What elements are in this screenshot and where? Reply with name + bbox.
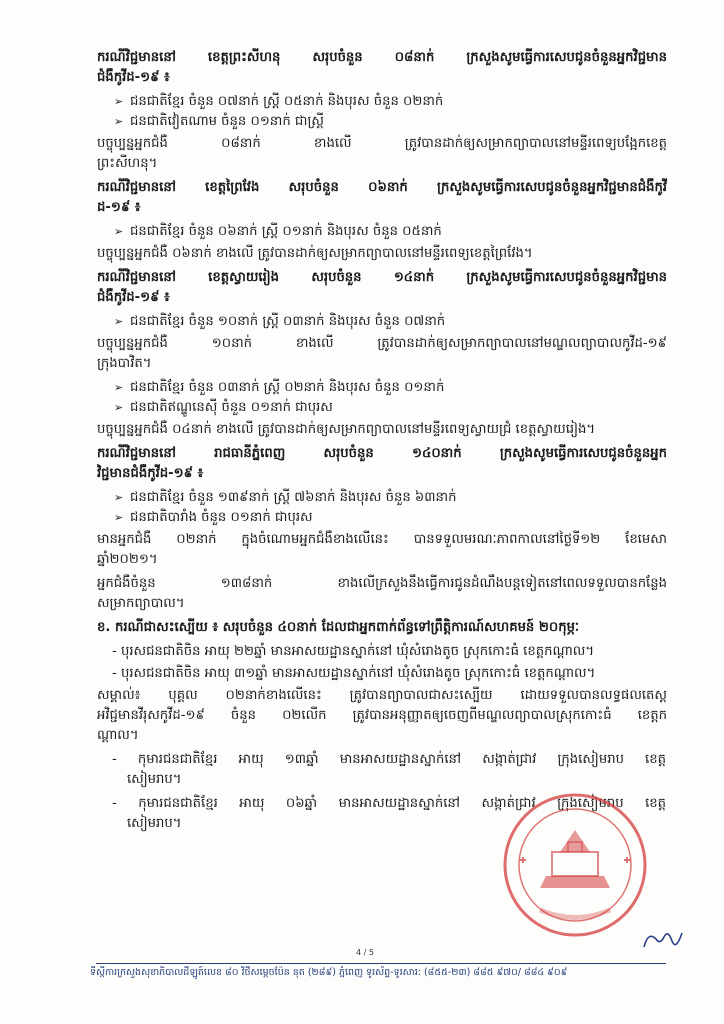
bullet-line	[114, 312, 667, 332]
arrow-bullet-icon: ➢	[114, 115, 124, 128]
line-text: ឆ្នាំ២០២១។	[97, 552, 158, 567]
line-text: ជនជាតិវៀតណាម ចំនួន ០១នាក់ ជាស្ត្រី	[130, 114, 324, 129]
line-text: ករណីវិជ្ជមាននៅ ខេត្តព្រៃវែង សរុបចំនួន ០៦នាក់ ក្រសួងសូមធ្វើការសេបជូនចំនួនអ្នកវិជ្ជមានជំងឺកូវី	[97, 180, 667, 195]
line-text: សម្រាកព្យាបាល។	[97, 596, 185, 611]
text-line	[97, 134, 667, 154]
text-line	[97, 618, 667, 638]
line-text: ជំងឺកូវីដ-១៩ ៖	[97, 290, 170, 305]
line-text: ករណីវិជ្ជមាននៅ ខេត្តស្វាយរៀង សរុបចំនួន ១៤នាក់ ក្រសួងសូមធ្វើការសេបជូនចំនួនអ្នកវិជ្ជមាន	[97, 270, 667, 285]
bullet-line	[114, 112, 667, 132]
line-text: ជនជាតិខ្មែរ ចំនួន ០៦នាក់ ស្ត្រី ០១នាក់ និងបុរស ចំនួន ០៥នាក់	[130, 224, 442, 239]
line-text: ក្រុងបាវិត។	[97, 356, 152, 371]
text-line	[97, 420, 667, 440]
arrow-bullet-icon: ➢	[114, 95, 124, 108]
line-text: បច្ចុប្បន្នអ្នកជំងឺ ០៨នាក់ ខាងលើ ត្រូវបានដាក់ឲ្យសម្រាកព្យាបាលនៅមន្ទីរពេទ្យបង្អែកខេត្ត	[97, 136, 667, 151]
line-text: - កុមារជនជាតិខ្មែរ អាយុ ០៦ឆ្នាំ មានអាសយដ្ឋានស្នាក់នៅ សង្កាត់ជ្រាវ ក្រុងសៀមរាប ខេត្ត	[112, 796, 666, 811]
text-line	[97, 178, 667, 198]
arrow-bullet-icon: ➢	[114, 315, 124, 328]
line-text: អ្នកជំងឺចំនួន ១៣៨នាក់ ខាងលើក្រសួងនឹងធ្វើការជូនដំណឹងបន្តទៀតនៅពេលទទួលបានកន្លែង	[97, 576, 667, 591]
page-number: 4 / 5	[356, 948, 374, 957]
arrow-bullet-icon: ➢	[114, 381, 124, 394]
text-line	[112, 642, 667, 662]
line-text: សម្គាល់៖ បុគ្គល ០២នាក់ខាងលើនេះ ត្រូវបានព្យាបាលជាសះស្បើយ ដោយទទួលបានលទ្ធផលតេស្ត	[97, 688, 667, 703]
line-text: ជនជាតិខ្មែរ ចំនួន ១៣៩នាក់ ស្ត្រី ៧៦នាក់ និងបុរស ចំនួន ៦៣នាក់	[130, 490, 457, 505]
line-text: ករណីវិជ្ជមាននៅ រាជធានីភ្នំពេញ សរុបចំនួន ១៤០នាក់ ក្រសួងសូមធ្វើការសេបជូនចំនួនអ្នក	[97, 446, 667, 461]
arrow-bullet-icon: ➢	[114, 225, 124, 238]
text-line	[97, 706, 667, 726]
bullet-line	[114, 398, 667, 418]
line-text: ជនជាតិខ្មែរ ចំនួន ០៣នាក់ ស្ត្រី ០២នាក់ និងបុរស ចំនួន ០១នាក់	[130, 380, 445, 395]
line-text: បច្ចុប្បន្នអ្នកជំងឺ ០៤នាក់ ខាងលើ ត្រូវបានដាក់ឲ្យសម្រាកព្យាបាលនៅមន្ទីរពេទ្យស្វាយជ្រំ ខេត្តស្វាយរៀង។	[97, 422, 596, 437]
line-text: - បុរសជនជាតិចិន អាយុ ៣១ឆ្នាំ មានអាសយដ្ឋានស្នាក់នៅ ឃុំសំរោងតូច ស្រុកកោះធំ ខេត្តកណ្តាល។	[112, 666, 596, 681]
line-text: ជនជាតិបារាំង ចំនួន ០១នាក់ ជាបុរស	[130, 510, 313, 525]
line-text: ជំងឺកូវីដ-១៩ ៖	[97, 70, 170, 85]
footer-address: ទីស្តីការក្រសួងសុខាភិបាលដីឡូត៍លេខ ៨០ វិថីសម្តេចប៉ែន នុត (២៨៩) ភ្នំពេញ ទូរស័ព្ទ-ទូរសារ: (៨៥៥-២៣) ៨៨៥ ៩៧០/ ៨៨៤ ៩០៩	[90, 967, 568, 978]
bullet-line	[114, 508, 667, 528]
text-line	[97, 464, 667, 484]
line-text: ជនជាតិឥណ្ឌូនេស៊ី ចំនួន ០១នាក់ ជាបុរស	[130, 400, 333, 415]
bullet-line	[114, 488, 667, 508]
text-line	[97, 68, 667, 88]
line-text: អវិជ្ជមានវីរុសកូវីដ-១៩ ចំនួន ០២លើក ត្រូវបានអនុញ្ញាតឲ្យចេញពីមណ្ឌលព្យាបាលស្រុកកោះធំ ខេត្តក	[97, 708, 667, 723]
line-text: - បុរសជនជាតិចិន អាយុ ២២ឆ្នាំ មានអាសយដ្ឋានស្នាក់នៅ ឃុំសំរោងតូច ស្រុកកោះធំ ខេត្តកណ្តាល។	[112, 644, 595, 659]
text-line	[97, 48, 667, 68]
line-text: វិជ្ជមានជំងឺកូវីដ-១៩ ៖	[97, 466, 204, 481]
bullet-line	[114, 92, 667, 112]
text-line	[97, 594, 667, 614]
handwritten-signature	[640, 925, 686, 955]
arrow-bullet-icon: ➢	[114, 511, 124, 524]
line-text: ខ. ករណីជាសះស្បើយ ៖ សរុបចំនួន ៤០នាក់ ដែលជាអ្នកពាក់ព័ន្ធទៅព្រឹត្តិការណ៍សហគមន៍ ២០កុម្ភៈ	[97, 620, 579, 635]
line-text: ជនជាតិខ្មែរ ចំនួន ១០នាក់ ស្ត្រី ០៣នាក់ និងបុរស ចំនួន ០៧នាក់	[130, 314, 446, 329]
text-line	[97, 334, 667, 354]
line-text: ករណីវិជ្ជមាននៅ ខេត្តព្រះសីហនុ សរុបចំនួន ០៨នាក់ ក្រសួងសូមធ្វើការសេបជូនចំនួនអ្នកវិជ្ជមាន	[97, 50, 667, 65]
line-text: ណ្តាល។	[97, 728, 139, 743]
text-line	[112, 664, 667, 684]
text-line	[97, 268, 667, 288]
line-text: - កុមារជនជាតិខ្មែរ អាយុ ១៣ឆ្នាំ មានអាសយដ្ឋានស្នាក់នៅ សង្កាត់ជ្រាវ ក្រុងសៀមរាប ខេត្ត	[112, 752, 666, 767]
line-text: មានអ្នកជំងឺ ០២នាក់ ក្នុងចំណោមអ្នកជំងឺខាងលើនេះ បានទទួលមរណៈភាពកាលនៅថ្ងៃទី១២ ខែមេសា	[97, 532, 667, 547]
text-line	[97, 154, 667, 174]
text-line	[97, 550, 667, 570]
line-text: បច្ចុប្បន្នអ្នកជំងឺ ១០នាក់ ខាងលើ ត្រូវបានដាក់ឲ្យសម្រាកព្យាបាលនៅមណ្ឌលព្យាបាលកូវីដ-១៩	[97, 336, 667, 351]
text-line	[97, 244, 667, 264]
text-line	[127, 770, 667, 790]
arrow-bullet-icon: ➢	[114, 491, 124, 504]
text-line	[97, 198, 667, 218]
line-text: ជនជាតិខ្មែរ ចំនួន ០៧នាក់ ស្ត្រី ០៥នាក់ និងបុរស ចំនួន ០២នាក់	[130, 94, 444, 109]
text-line	[97, 530, 667, 550]
ministry-seal-stamp	[500, 790, 650, 940]
footer-divider	[96, 963, 666, 964]
line-text: សៀមរាប។	[127, 816, 182, 831]
line-text: ដ-១៩ ៖	[97, 200, 141, 215]
bullet-line	[114, 222, 667, 242]
text-line	[112, 750, 666, 770]
line-text: ព្រះសីហនុ។	[97, 156, 158, 171]
line-text: សៀមរាប។	[127, 772, 182, 787]
text-line	[97, 574, 667, 594]
text-line	[97, 288, 667, 308]
line-text: បច្ចុប្បន្នអ្នកជំងឺ ០៦នាក់ ខាងលើ ត្រូវបានដាក់ឲ្យសម្រាកព្យាបាលនៅមន្ទីរពេទ្យខេត្តព្រៃវែង។	[97, 246, 533, 261]
arrow-bullet-icon: ➢	[114, 401, 124, 414]
text-line	[97, 354, 667, 374]
bullet-line	[114, 378, 667, 398]
text-line	[97, 444, 667, 464]
text-line	[97, 726, 667, 746]
text-line	[97, 686, 667, 706]
